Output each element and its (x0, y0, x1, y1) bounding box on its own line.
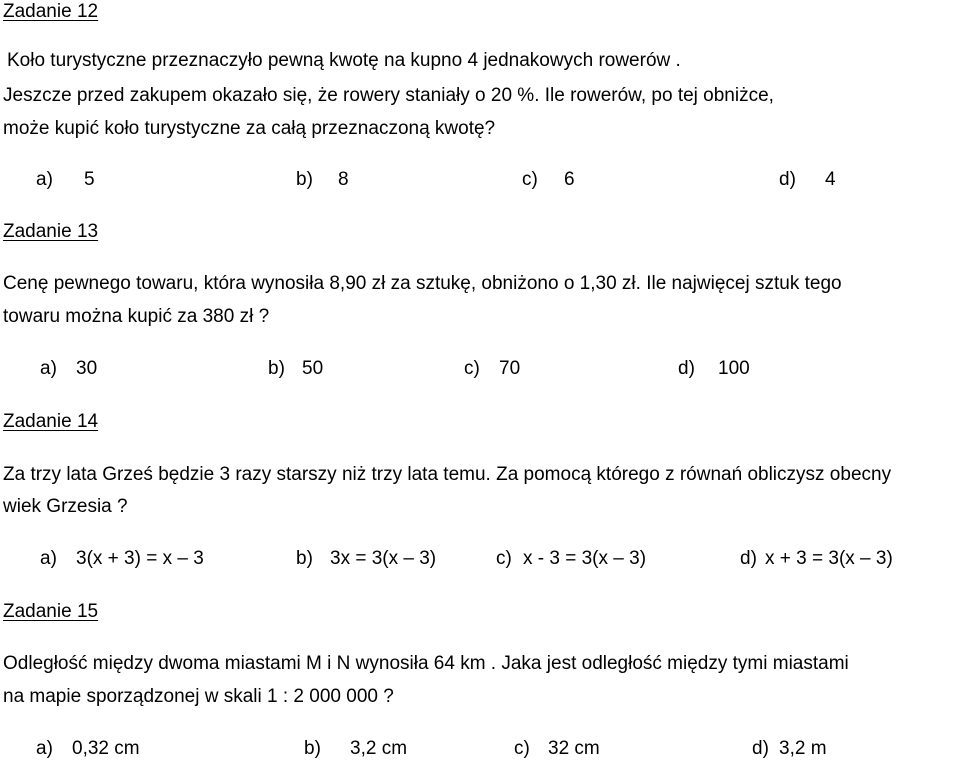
task-15-title: Zadanie 15 (3, 601, 99, 622)
answer-value: 3(x + 3) = x – 3 (76, 548, 204, 569)
task-12-title: Zadanie 12 (3, 1, 99, 22)
task-13-answer-c (464, 357, 521, 381)
task-14-text-line-1: Za trzy lata Grześ będzie 3 razy starszy niż trzy lata temu. Za pomocą którego z równań obliczysz obecny (3, 464, 892, 485)
answer-label: d) (779, 169, 796, 190)
answer-label: c) (496, 548, 512, 569)
task-12-answer-d (779, 168, 836, 192)
task-12-answer-b (296, 168, 349, 192)
task-13-text-line-1: Cenę pewnego towaru, która wynosiła 8,90 zł za sztukę, obniżono o 1,30 zł. Ile najwięcej sztuk tego (3, 273, 842, 294)
task-12-text-line-3: może kupić koło turystyczne za całą przeznaczoną kwotę? (3, 118, 496, 139)
task-15-text-line-1: Odległość między dwoma miastami M i N wynosiła 64 km . Jaka jest odległość między tymi miastami (3, 653, 849, 674)
answer-value: 8 (338, 169, 349, 190)
task-13-title: Zadanie 13 (3, 221, 99, 242)
task-15-answer-c (514, 737, 600, 761)
answer-value: 3,2 cm (350, 738, 408, 759)
task-15-text-line-2: na mapie sporządzonej w skali 1 : 2 000 000 ? (3, 686, 394, 707)
answer-value: 0,32 cm (72, 738, 140, 759)
task-14-answer-d (740, 547, 893, 571)
answer-label: b) (268, 358, 285, 379)
answer-label: a) (40, 548, 57, 569)
answer-value: 3,2 m (779, 738, 827, 759)
answer-value: 4 (825, 169, 836, 190)
answer-value: x - 3 = 3(x – 3) (523, 548, 647, 569)
answer-label: b) (304, 738, 321, 759)
answer-label: b) (296, 548, 313, 569)
answer-value: 30 (76, 358, 98, 379)
answer-value: 100 (718, 358, 750, 379)
task-12-text-line-2: Jeszcze przed zakupem okazało się, że rowery staniały o 20 %. Ile rowerów, po tej obniżce, (3, 85, 774, 106)
answer-label: a) (36, 169, 53, 190)
task-12-answer-c (522, 168, 575, 192)
answer-value: 6 (564, 169, 575, 190)
task-13-answer-a (40, 357, 98, 381)
task-13-text-line-2: towaru można kupić za 380 zł ? (3, 306, 270, 327)
answer-label: c) (464, 358, 480, 379)
answer-value: 50 (302, 358, 324, 379)
task-15-answer-d (752, 737, 827, 761)
task-14-text-line-2: wiek Grzesia ? (3, 496, 128, 517)
task-14-answer-c (496, 547, 647, 571)
answer-value: 32 cm (548, 738, 600, 759)
task-12-text-line-1: Koło turystyczne przeznaczyło pewną kwotę na kupno 4 jednakowych rowerów . (7, 50, 681, 71)
answer-label: c) (514, 738, 530, 759)
answer-label: a) (40, 358, 57, 379)
answer-value: 5 (84, 169, 95, 190)
task-14-answer-a (40, 547, 204, 571)
answer-label: c) (522, 169, 538, 190)
task-13-answer-b (268, 357, 324, 381)
task-15-answer-b (304, 737, 408, 761)
answer-value: x + 3 = 3(x – 3) (765, 548, 893, 569)
answer-value: 70 (499, 358, 521, 379)
answer-label: d) (752, 738, 769, 759)
task-14-title: Zadanie 14 (3, 411, 99, 432)
answer-label: d) (678, 358, 695, 379)
answer-label: d) (740, 548, 757, 569)
answer-label: b) (296, 169, 313, 190)
task-12-answer-a (36, 168, 95, 192)
answer-label: a) (36, 738, 53, 759)
task-15-answer-a (36, 737, 140, 761)
task-14-answer-b (296, 547, 437, 571)
task-13-answer-d (678, 357, 750, 381)
answer-value: 3x = 3(x – 3) (330, 548, 437, 569)
